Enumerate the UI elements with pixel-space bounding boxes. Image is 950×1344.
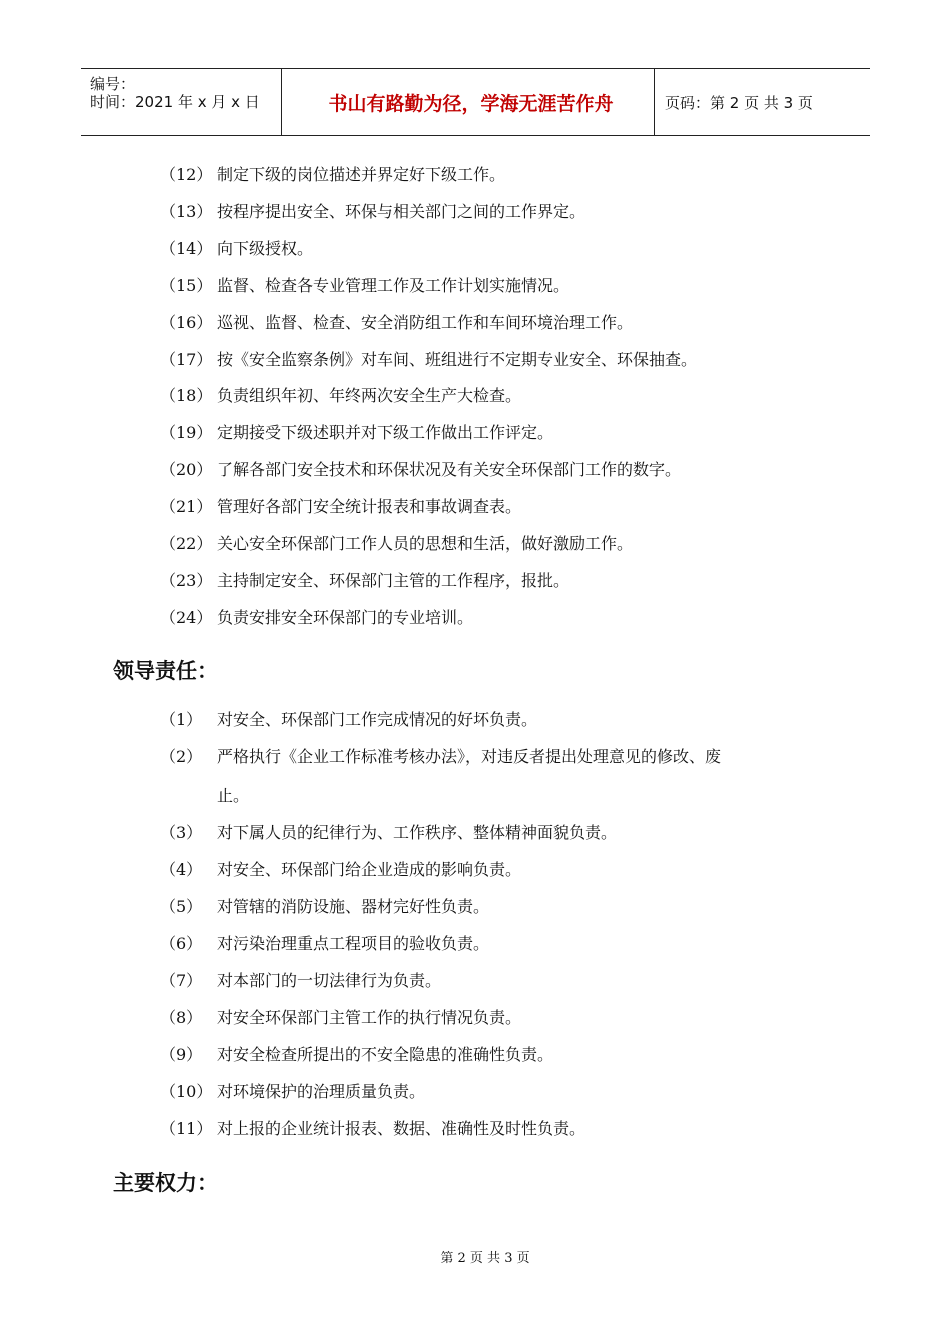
list-item: （14） 向下级授权。 bbox=[160, 239, 314, 258]
list-item: （2） 严格执行《企业工作标准考核办法》，对违反者提出处理意见的修改、废 bbox=[160, 747, 722, 766]
list-item: （7） 对本部门的一切法律行为负责。 bbox=[160, 971, 442, 990]
list-item: （16） 巡视、监督、检查、安全消防组工作和车间环境治理工作。 bbox=[160, 313, 634, 332]
list-item: （17） 按《安全监察条例》对车间、班组进行不定期专业安全、环保抽查。 bbox=[160, 350, 698, 369]
list-item: （8） 对安全环保部门主管工作的执行情况负责。 bbox=[160, 1008, 522, 1027]
document-time-label: 时间：2021 年 x 月 x 日 bbox=[90, 93, 260, 111]
list-item: （13） 按程序提出安全、环保与相关部门之间的工作界定。 bbox=[160, 202, 586, 221]
document-number-label: 编号： bbox=[90, 75, 136, 93]
list-item: （5） 对管辖的消防设施、器材完好性负责。 bbox=[160, 897, 490, 916]
list-item: （11） 对上报的企业统计报表、数据、准确性及时性负责。 bbox=[160, 1119, 586, 1138]
page-header bbox=[81, 68, 870, 136]
list-item: （19） 定期接受下级述职并对下级工作做出工作评定。 bbox=[160, 423, 554, 442]
list-item: （24） 负责安排安全环保部门的专业培训。 bbox=[160, 608, 474, 627]
list-item: （6） 对污染治理重点工程项目的验收负责。 bbox=[160, 934, 490, 953]
header-motto: 书山有路勤为径，学海无涯苦作舟 bbox=[282, 69, 655, 135]
list-item: （18） 负责组织年初、年终两次安全生产大检查。 bbox=[160, 386, 522, 405]
header-page-info: 页码：第 2 页 共 3 页 bbox=[665, 93, 813, 112]
list-item: （15） 监督、检查各专业管理工作及工作计划实施情况。 bbox=[160, 276, 570, 295]
list-item: （9） 对安全检查所提出的不安全隐患的准确性负责。 bbox=[160, 1045, 554, 1064]
list-item: （10） 对环境保护的治理质量负责。 bbox=[160, 1082, 426, 1101]
list-item-continuation: 止。 bbox=[217, 786, 250, 805]
section-heading-powers: 主要权力： bbox=[113, 1171, 218, 1195]
list-item: （22） 关心安全环保部门工作人员的思想和生活，做好激励工作。 bbox=[160, 534, 634, 553]
list-item: （21） 管理好各部门安全统计报表和事故调查表。 bbox=[160, 497, 522, 516]
section-heading-leadership: 领导责任： bbox=[113, 659, 218, 683]
list-item: （12） 制定下级的岗位描述并界定好下级工作。 bbox=[160, 165, 506, 184]
header-meta bbox=[81, 69, 282, 135]
list-item: （4） 对安全、环保部门给企业造成的影响负责。 bbox=[160, 860, 522, 879]
list-item: （23） 主持制定安全、环保部门主管的工作程序，报批。 bbox=[160, 571, 570, 590]
list-item: （1） 对安全、环保部门工作完成情况的好坏负责。 bbox=[160, 710, 538, 729]
list-item: （3） 对下属人员的纪律行为、工作秩序、整体精神面貌负责。 bbox=[160, 823, 618, 842]
list-item: （20） 了解各部门安全技术和环保状况及有关安全环保部门工作的数字。 bbox=[160, 460, 682, 479]
page-footer: 第 2 页 共 3 页 bbox=[440, 1251, 530, 1266]
